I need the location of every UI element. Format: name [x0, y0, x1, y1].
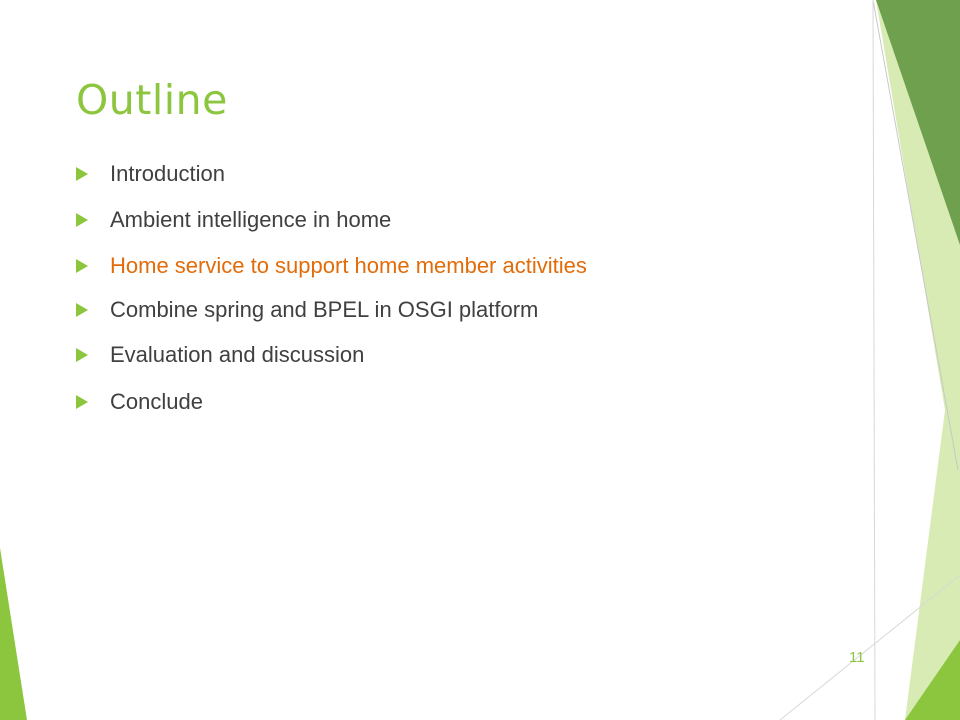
- triangle-right-icon: [76, 303, 88, 317]
- bullet-text-highlighted: Home service to support home member activities: [110, 253, 587, 278]
- bullet-text: Evaluation and discussion: [110, 342, 365, 367]
- list-item: [76, 205, 836, 235]
- page-number: 11: [849, 649, 865, 666]
- list-item: [76, 340, 836, 370]
- list-item: [76, 251, 836, 281]
- right-thin-line-2: [873, 0, 875, 720]
- triangle-right-icon: [76, 348, 88, 362]
- bullet-text: Ambient intelligence in home: [110, 207, 392, 232]
- list-item: [76, 159, 836, 189]
- triangle-right-icon: [76, 213, 88, 227]
- triangle-right-icon: [76, 395, 88, 409]
- bullet-text: Introduction: [110, 161, 225, 186]
- triangle-right-icon: [76, 259, 88, 273]
- bullet-text: Conclude: [110, 389, 203, 414]
- triangle-right-icon: [76, 167, 88, 181]
- bullet-text: Combine spring and BPEL in OSGI platform: [110, 297, 539, 322]
- left-green-shape: [0, 548, 27, 720]
- list-item: [76, 295, 836, 325]
- list-item: [76, 387, 836, 417]
- slide-title: Outline: [76, 76, 228, 124]
